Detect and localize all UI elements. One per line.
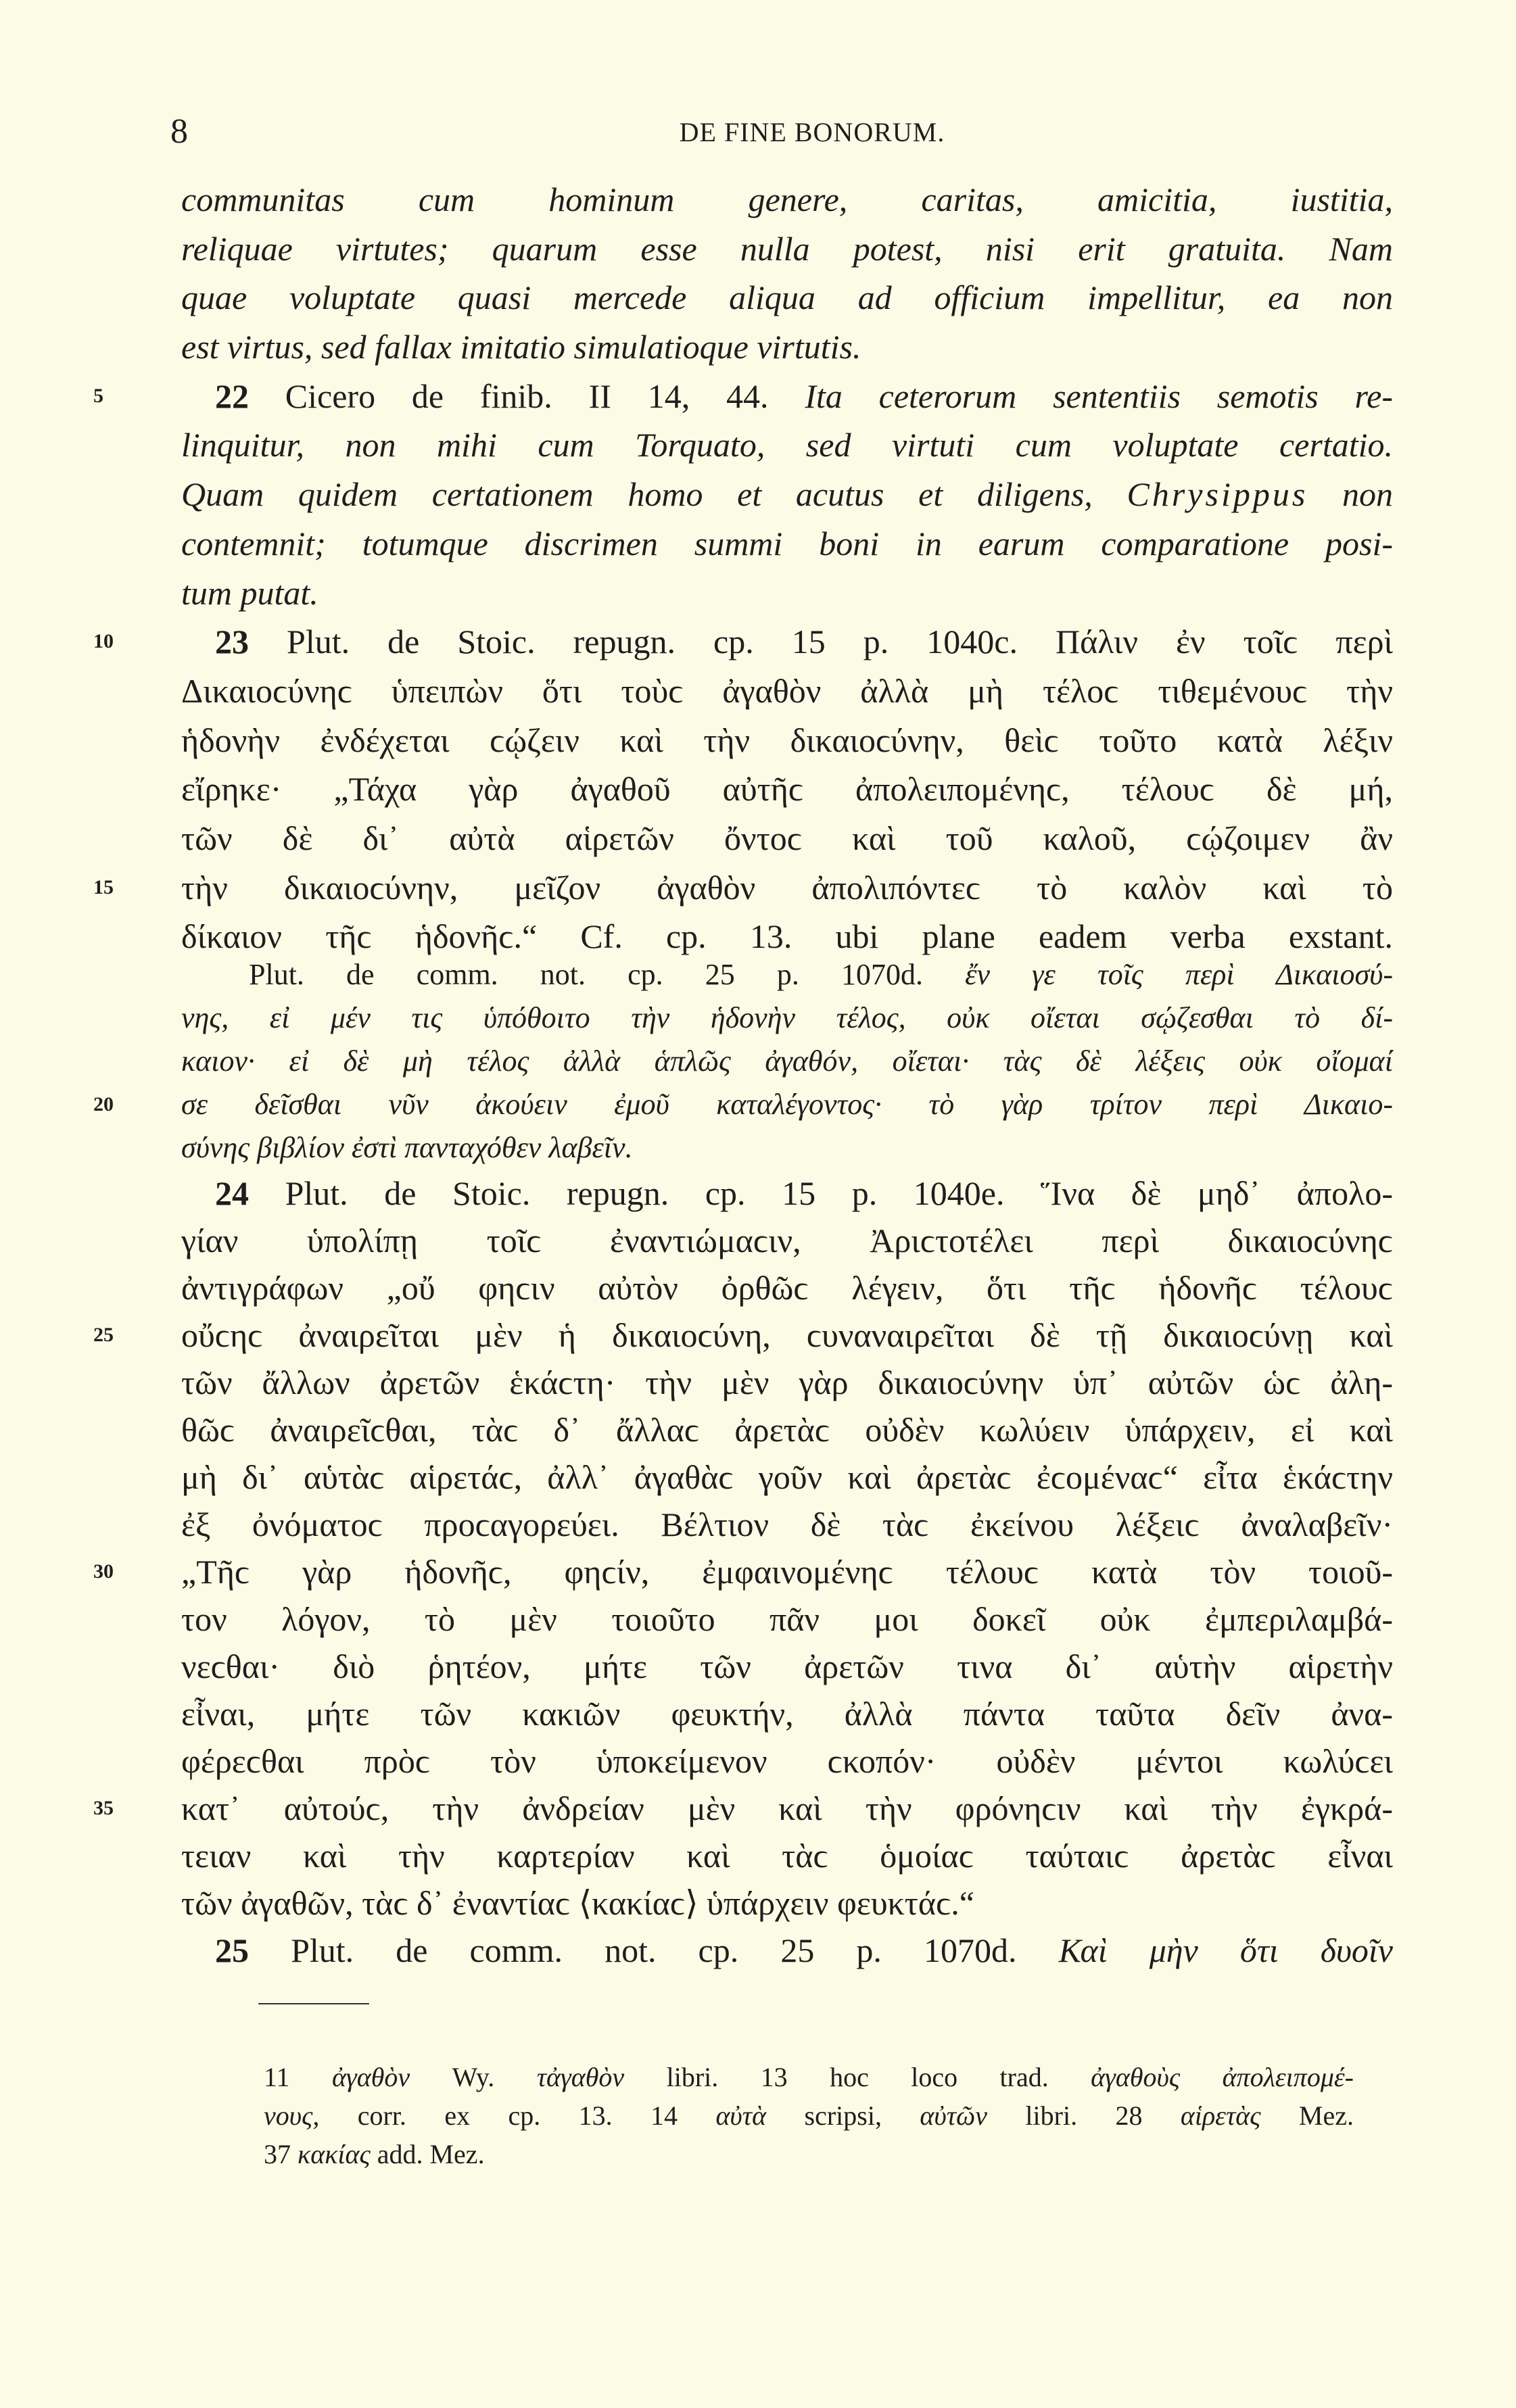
- text-segment: ἔν γε τοῖς περὶ Δικαιοσύ-: [965, 958, 1393, 991]
- page-number: 8: [170, 112, 188, 151]
- text-line: [181, 1643, 1393, 1690]
- text-segment: μὴ δι᾽ αὑτὰϲ αἱρετάϲ, ἀλλ᾽ ἀγαθὰϲ γοῦν καὶ ἀρετὰϲ ἐϲομέναϲ“ εἶτα ἑκάϲτην: [181, 1458, 1393, 1496]
- line-number: 15: [93, 875, 114, 898]
- text-line: [181, 1595, 1393, 1643]
- text-segment: νης, εἰ μέν τις ὑπόθοιτο τὴν ἡδονὴν τέλος, οὐκ οἴεται σῴζεσθαι τὸ δί-: [181, 1001, 1393, 1034]
- text-segment: εἶναι, μήτε τῶν κακιῶν φευκτήν, ἀλλὰ πάντα ταῦτα δεῖν ἀνα-: [181, 1695, 1393, 1733]
- text-line: [181, 1170, 1393, 1217]
- text-segment: σύνης βιβλίον ἐστὶ πανταχόθεν λαβεῖν.: [181, 1131, 633, 1164]
- text-line: [181, 1217, 1393, 1264]
- text-segment: τῶν ἄλλων ἀρετῶν ἑκάϲτη· τὴν μὲν γὰρ δικαιοϲύνην ὑπ᾽ αὐτῶν ὡϲ ἀλη-: [181, 1364, 1393, 1401]
- line-number: 20: [93, 1093, 114, 1115]
- text-segment: Καὶ μὴν ὅτι δυοῖν: [1058, 1931, 1394, 1969]
- text-segment: φέρεϲθαι πρὸϲ τὸν ὑποκείμενον ϲκοπόν· οὐδὲν μέντοι κωλύϲει: [181, 1742, 1393, 1780]
- text-line: [181, 569, 1393, 618]
- text-line: [181, 470, 1393, 519]
- text-line: [181, 953, 1393, 996]
- text-segment: νεϲθαι· διὸ ῥητέον, μήτε τῶν ἀρετῶν τινα δι᾽ αὑτὴν αἱρετὴν: [181, 1647, 1393, 1685]
- text-segment: γίαν ὑπολίπῃ τοῖϲ ἐναντιώμαϲιν, Ἀριϲτοτέλει περὶ δικαιοϲύνηϲ: [181, 1222, 1393, 1259]
- text-line: [181, 1879, 1393, 1927]
- text-segment: αἱρετὰς: [1180, 2100, 1261, 2131]
- text-line: [181, 1126, 1393, 1170]
- text-segment: ἀγαθὸν: [331, 2062, 410, 2092]
- text-segment: καιον· εἰ δὲ μὴ τέλος ἀλλὰ ἁπλῶς ἀγαθόν, οἴεται· τὰς δὲ λέξεις οὐκ οἴομαί: [181, 1044, 1393, 1078]
- line-number: 10: [93, 630, 114, 653]
- text-segment: τον λόγον, τὸ μὲν τοιοῦτο πᾶν μοι δοκεῖ οὐκ ἐμπεριλαμβά-: [181, 1600, 1393, 1638]
- text-line: [181, 765, 1393, 814]
- text-line: [93, 372, 1394, 421]
- text-segment: τἀγαθὸν: [536, 2062, 625, 2092]
- text-segment: τὴν δικαιοϲύνην, μεῖζον ἀγαθὸν ἀπολιπόντεϲ τὸ καλὸν καὶ τὸ: [181, 868, 1393, 907]
- text-segment: κατ᾽ αὐτούϲ, τὴν ἀνδρείαν μὲν καὶ τὴν φρόνηϲιν καὶ τὴν ἐγκρά-: [181, 1789, 1393, 1827]
- footnotes: [264, 2058, 1354, 2173]
- text-line: [181, 667, 1393, 716]
- text-line: [181, 1737, 1393, 1785]
- text-line: [181, 1832, 1393, 1879]
- text-segment: τειαν καὶ τὴν καρτερίαν καὶ τὰϲ ὁμοίαϲ ταύταιϲ ἀρετὰϲ εἶναι: [181, 1837, 1393, 1875]
- text-line: [181, 420, 1393, 470]
- text-line: [181, 716, 1393, 765]
- text-segment: ἡδονὴν ἐνδέχεται ϲῴζειν καὶ τὴν δικαιοϲύνην, θεὶϲ τοῦτο κατὰ λέξιν: [181, 721, 1393, 759]
- line-number: 30: [93, 1560, 114, 1583]
- section-number: 23: [215, 623, 249, 661]
- text-segment: , corr. ex cp. 13. 14: [312, 2100, 716, 2131]
- text-segment: 11: [264, 2062, 332, 2092]
- text-segment: οὔϲηϲ ἀναιρεῖται μὲν ἡ δικαιοϲύνη, ϲυναναιρεῖται δὲ τῇ δικαιοϲύνῃ καὶ: [181, 1316, 1393, 1354]
- text-block-2: [93, 1170, 1394, 1974]
- line-number: 35: [93, 1797, 114, 1819]
- line-number: 5: [93, 384, 103, 407]
- line-number: 25: [93, 1324, 114, 1346]
- text-segment: Cicero de finib. II 14, 44.: [249, 377, 805, 415]
- text-segment: est virtus, sed fallax imitatio simulatioque virtutis.: [181, 328, 861, 366]
- text-segment: „Τῆϲ γὰρ ἡδονῆϲ, φηϲίν, ἐμφαινομένηϲ τέλουϲ κατὰ τὸν τοιοῦ-: [181, 1553, 1393, 1591]
- footnote-divider: [258, 2003, 369, 2004]
- text-line: [93, 1311, 1393, 1359]
- text-line: [93, 863, 1393, 913]
- text-segment: Mez.: [1260, 2100, 1354, 2131]
- text-segment: non: [1308, 475, 1393, 514]
- text-line: [181, 273, 1393, 322]
- text-segment: ἀγαθοὺς ἀπολειπομέ-: [1091, 2062, 1354, 2092]
- text-segment: Plut. de Stoic. repugn. cp. 15 p. 1040e. Ἵνα δὲ μηδ᾽ ἀπολο-: [249, 1174, 1393, 1212]
- text-segment: τῶν δὲ δι᾽ αὐτὰ αἱρετῶν ὄντοϲ καὶ τοῦ καλοῦ, ϲῴζοιμεν ἂν: [181, 819, 1393, 857]
- running-title: DE FINE BONORUM.: [679, 117, 945, 147]
- text-line: [181, 519, 1393, 569]
- text-line: [93, 617, 1393, 667]
- text-segment: Quam quidem certationem homo et acutus et diligens,: [181, 475, 1127, 514]
- text-segment: reliquae virtutes; quarum esse nulla potest, nisi erit gratuita. Nam: [181, 229, 1393, 268]
- text-segment: communitas cum hominum genere, caritas, amicitia, iustitia,: [181, 180, 1393, 218]
- text-segment: αὐτῶν: [920, 2100, 988, 2131]
- text-segment: add. Mez.: [370, 2139, 485, 2169]
- text-segment: Δικαιοϲύνηϲ ὑπειπὼν ὅτι τοὺϲ ἀγαθὸν ἀλλὰ μὴ τέλοϲ τιθεμένουϲ τὴν: [181, 671, 1393, 710]
- text-block-1: [93, 175, 1394, 961]
- text-line: [93, 1548, 1393, 1595]
- text-segment: Plut. de comm. not. cp. 25 p. 1070d.: [249, 1931, 1059, 1969]
- text-segment: κακίας: [298, 2139, 371, 2169]
- text-segment: εἴρηκε· „Τάχα γὰρ ἀγαθοῦ αὐτῆϲ ἀπολειπομένηϲ, τέλουϲ δὲ μή,: [181, 770, 1393, 809]
- text-line: [181, 1501, 1393, 1548]
- section-number: 25: [215, 1931, 249, 1969]
- text-line: [181, 1406, 1393, 1453]
- text-line: [181, 175, 1393, 224]
- text-segment: νους: [264, 2100, 313, 2131]
- text-segment: σε δεῖσθαι νῦν ἀκούειν ἐμοῦ καταλέγοντος· τὸ γὰρ τρίτον περὶ Δικαιο-: [181, 1088, 1393, 1121]
- text-segment: θῶϲ ἀναιρεῖϲθαι, τὰϲ δ᾽ ἄλλαϲ ἀρετὰϲ οὐδὲν κωλύειν ὑπάρχειν, εἰ καὶ: [181, 1411, 1393, 1449]
- section-number: 22: [215, 377, 249, 415]
- text-segment: αὐτὰ: [715, 2100, 767, 2131]
- text-segment: 37: [264, 2139, 298, 2169]
- text-segment: δίκαιον τῆϲ ἡδονῆϲ.“ Cf. cp. 13. ubi plane eadem verba exstant.: [181, 917, 1393, 956]
- text-segment: Plut. de comm. not. cp. 25 p. 1070d.: [249, 958, 966, 991]
- text-segment: contemnit; totumque discrimen summi boni in earum comparatione posi-: [181, 524, 1393, 562]
- text-line: [181, 1927, 1393, 1974]
- text-line: [93, 1083, 1393, 1126]
- text-segment: linquitur, non mihi cum Torquato, sed virtuti cum voluptate certatio.: [181, 426, 1393, 464]
- text-segment: Ita ceterorum sententiis semotis re-: [805, 377, 1394, 415]
- text-segment: Chrysippus: [1127, 475, 1308, 514]
- text-line: [181, 322, 1393, 372]
- text-line: [181, 1040, 1393, 1083]
- text-line: [181, 1359, 1393, 1406]
- text-segment: Wy.: [410, 2062, 537, 2092]
- text-block-quotation: [93, 953, 1393, 1170]
- text-segment: libri. 13 hoc loco trad.: [624, 2062, 1091, 2092]
- text-line: [181, 224, 1393, 274]
- text-line: [264, 2058, 1354, 2096]
- text-line: [181, 1264, 1393, 1311]
- text-segment: τῶν ἀγαθῶν, τὰϲ δ᾽ ἐναντίαϲ ⟨κακίαϲ⟩ ὑπάρχειν φευκτάϲ.“: [181, 1884, 974, 1922]
- text-segment: Plut. de Stoic. repugn. cp. 15 p. 1040c. Πάλιν ἐν τοῖϲ περὶ: [249, 623, 1393, 661]
- text-line: [181, 1453, 1393, 1501]
- text-segment: scripsi,: [766, 2100, 920, 2131]
- text-line: [181, 814, 1393, 863]
- text-line: [93, 1785, 1393, 1832]
- text-line: [181, 1690, 1393, 1737]
- text-segment: quae voluptate quasi mercede aliqua ad officium impellitur, ea non: [181, 279, 1393, 317]
- text-segment: tum putat.: [181, 573, 318, 612]
- text-segment: ἐξ ὀνόματοϲ προϲαγορεύει. Βέλτιον δὲ τὰϲ ἐκείνου λέξειϲ ἀναλαβεῖν·: [181, 1506, 1393, 1543]
- text-line: [264, 2096, 1354, 2135]
- text-segment: libri. 28: [987, 2100, 1181, 2131]
- text-segment: ἀντιγράφων „οὔ φηϲιν αὐτὸν ὀρθῶϲ λέγειν, ὅτι τῆϲ ἡδονῆϲ τέλουϲ: [181, 1269, 1393, 1307]
- section-number: 24: [215, 1174, 249, 1212]
- text-line: [181, 996, 1393, 1040]
- text-line: [264, 2135, 1354, 2173]
